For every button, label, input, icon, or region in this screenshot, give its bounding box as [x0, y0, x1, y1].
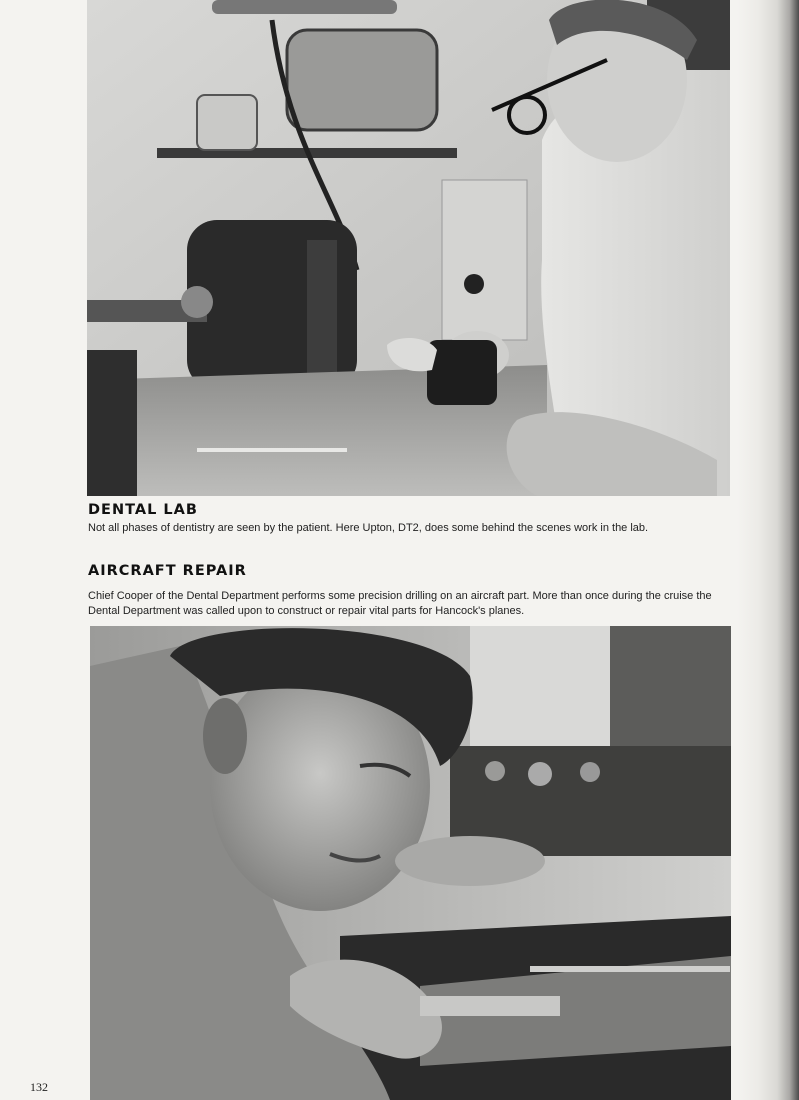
- page-number: 132: [30, 1080, 48, 1094]
- caption-aircraft-repair: Chief Cooper of the Dental Department performs some precision drilling on an aircraft part. More than once during the cruise the Dental Department was called upon to construct or repair vital parts for Hancock's planes.: [88, 590, 712, 617]
- aircraft-repair-photo: [90, 626, 731, 1100]
- section-heading-dental-lab: DENTAL LAB: [88, 502, 198, 518]
- dental-lab-photo: [87, 0, 730, 496]
- caption-dental-lab: Not all phases of dentistry are seen by the patient. Here Upton, DT2, does some behind the scenes work in the lab.: [88, 522, 649, 534]
- section-heading-aircraft-repair: AIRCRAFT REPAIR: [88, 563, 247, 579]
- binding-shadow: [737, 0, 799, 1100]
